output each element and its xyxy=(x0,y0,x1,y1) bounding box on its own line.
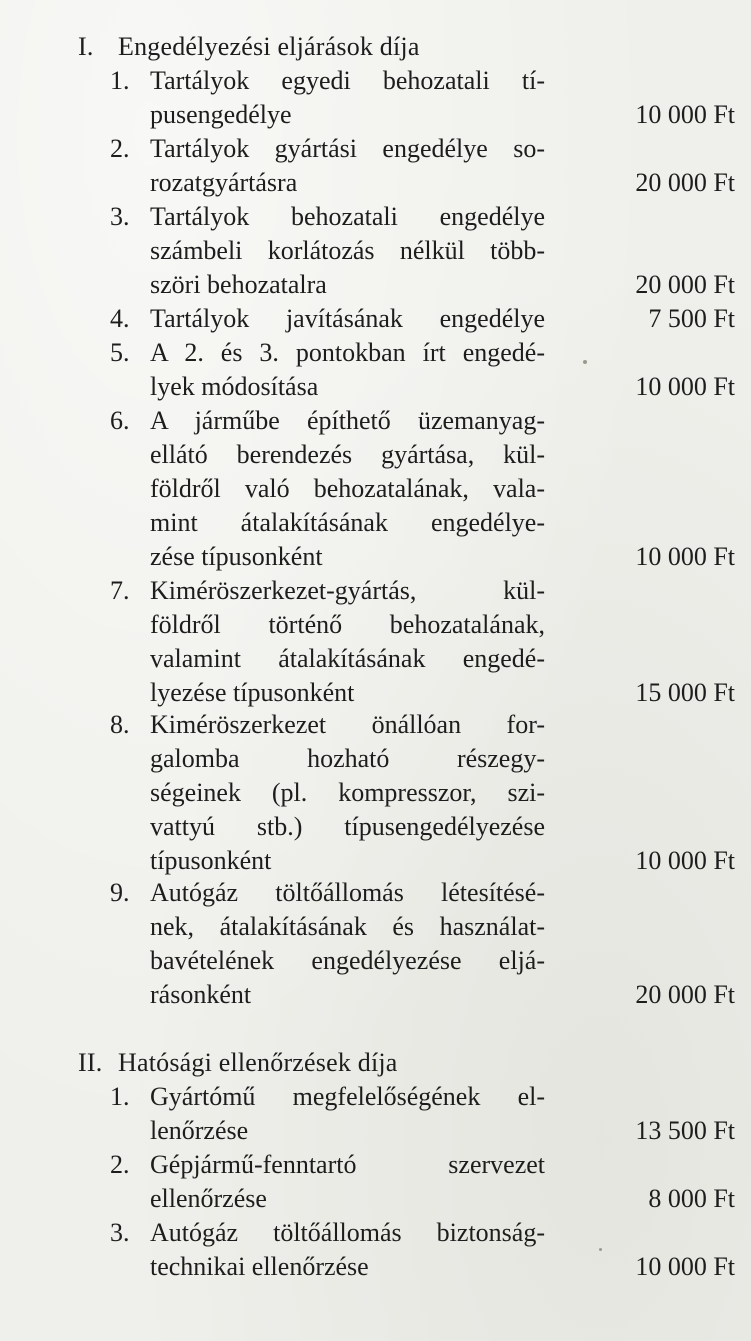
item-text-line: technikai ellenőrzése xyxy=(150,1252,369,1281)
item-text-line: Tartályok javításának engedélye xyxy=(150,304,545,333)
item-number: 1. xyxy=(110,66,130,95)
item-text-line: rásonként xyxy=(150,980,252,1009)
item-number: 4. xyxy=(110,304,130,333)
fee-amount: 20 000 Ft xyxy=(635,980,735,1009)
item-text-line: Autógáz töltőállomás biztonság- xyxy=(150,1218,545,1247)
fee-item xyxy=(110,200,735,302)
item-text-line: földről való behozatalának, vala- xyxy=(150,474,545,503)
item-text-line: Tartályok egyedi behozatali tí- xyxy=(150,66,545,95)
fee-amount: 13 500 Ft xyxy=(635,1116,735,1145)
item-text-line: A 2. és 3. pontokban írt engedé- xyxy=(150,338,545,367)
item-text-line: Kiméröszerkezet-gyártás, kül- xyxy=(150,576,545,605)
item-text-line: ellátó berendezés gyártása, kül- xyxy=(150,440,545,469)
fee-item xyxy=(110,302,735,336)
item-text-line: lenőrzése xyxy=(150,1116,249,1145)
item-text-line: rozatgyártásra xyxy=(150,168,298,197)
fee-amount: 20 000 Ft xyxy=(635,270,735,299)
item-text-line: számbeli korlátozás nélkül több- xyxy=(150,236,545,265)
fee-amount: 10 000 Ft xyxy=(635,1252,735,1281)
fee-item xyxy=(110,336,735,404)
item-number: 3. xyxy=(110,202,130,231)
fee-amount: 8 000 Ft xyxy=(648,1184,735,1213)
section-number: II. xyxy=(78,1048,103,1077)
item-text-line: Gyártómű megfelelőségének el- xyxy=(150,1082,545,1111)
item-text-line: ségeinek (pl. kompresszor, szi- xyxy=(150,778,545,807)
item-text-line: bavételének engedélyezése eljá- xyxy=(150,946,545,975)
item-text-line: szöri behozatalra xyxy=(150,270,327,299)
item-text-line: Kiméröszerkezet önállóan for- xyxy=(150,710,545,739)
item-number: 6. xyxy=(110,406,130,435)
section-heading xyxy=(78,30,420,64)
fee-amount: 10 000 Ft xyxy=(635,846,735,875)
item-text-line: Tartályok behozatali engedélye xyxy=(150,202,545,231)
item-number: 3. xyxy=(110,1218,130,1247)
section-title: Hatósági ellenőrzések díja xyxy=(118,1048,398,1077)
fee-item xyxy=(110,1216,735,1284)
item-number: 7. xyxy=(110,576,130,605)
section-title: Engedélyezési eljárások díja xyxy=(118,32,420,61)
item-text-line: Tartályok gyártási engedélye so- xyxy=(150,134,545,163)
print-speck xyxy=(583,360,587,364)
item-text-line: zése típusonként xyxy=(150,542,323,571)
fee-item xyxy=(110,132,735,200)
fee-item xyxy=(110,708,735,878)
section-heading xyxy=(78,1046,398,1080)
item-text-line: A járműbe építhető üzemanyag- xyxy=(150,406,545,435)
fee-amount: 10 000 Ft xyxy=(635,542,735,571)
item-number: 2. xyxy=(110,1150,130,1179)
item-text-line: típusonként xyxy=(150,846,272,875)
item-text-line: Gépjármű-fenntartó szervezet xyxy=(150,1150,545,1179)
fee-amount: 7 500 Ft xyxy=(648,304,735,333)
fee-amount: 15 000 Ft xyxy=(635,678,735,707)
item-text-line: valamint átalakításának engedé- xyxy=(150,644,545,673)
item-text-line: földről történő behozatalának, xyxy=(150,610,545,639)
item-text-line: nek, átalakításának és használat- xyxy=(150,912,545,941)
item-text-line: Autógáz töltőállomás létesítésé- xyxy=(150,878,545,907)
item-text-line: mint átalakításának engedélye- xyxy=(150,508,545,537)
item-text-line: ellenőrzése xyxy=(150,1184,267,1213)
fee-item xyxy=(110,404,735,574)
fee-item xyxy=(110,876,735,1012)
fee-amount: 10 000 Ft xyxy=(635,100,735,129)
fee-amount: 20 000 Ft xyxy=(635,168,735,197)
item-text-line: vattyú stb.) típusengedélyezése xyxy=(150,812,545,841)
item-text-line: galomba hozható részegy- xyxy=(150,744,545,773)
fee-item xyxy=(110,1148,735,1216)
item-number: 5. xyxy=(110,338,130,367)
item-number: 8. xyxy=(110,710,130,739)
fee-amount: 10 000 Ft xyxy=(635,372,735,401)
item-number: 2. xyxy=(110,134,130,163)
item-number: 9. xyxy=(110,878,130,907)
item-text-line: lyek módosítása xyxy=(150,372,319,401)
fee-item xyxy=(110,574,735,710)
item-text-line: lyezése típusonként xyxy=(150,678,355,707)
fee-item xyxy=(110,64,735,132)
item-text-line: pusengedélye xyxy=(150,100,292,129)
section-number: I. xyxy=(78,32,94,61)
print-speck xyxy=(599,1248,602,1251)
fee-item xyxy=(110,1080,735,1148)
item-number: 1. xyxy=(110,1082,130,1111)
